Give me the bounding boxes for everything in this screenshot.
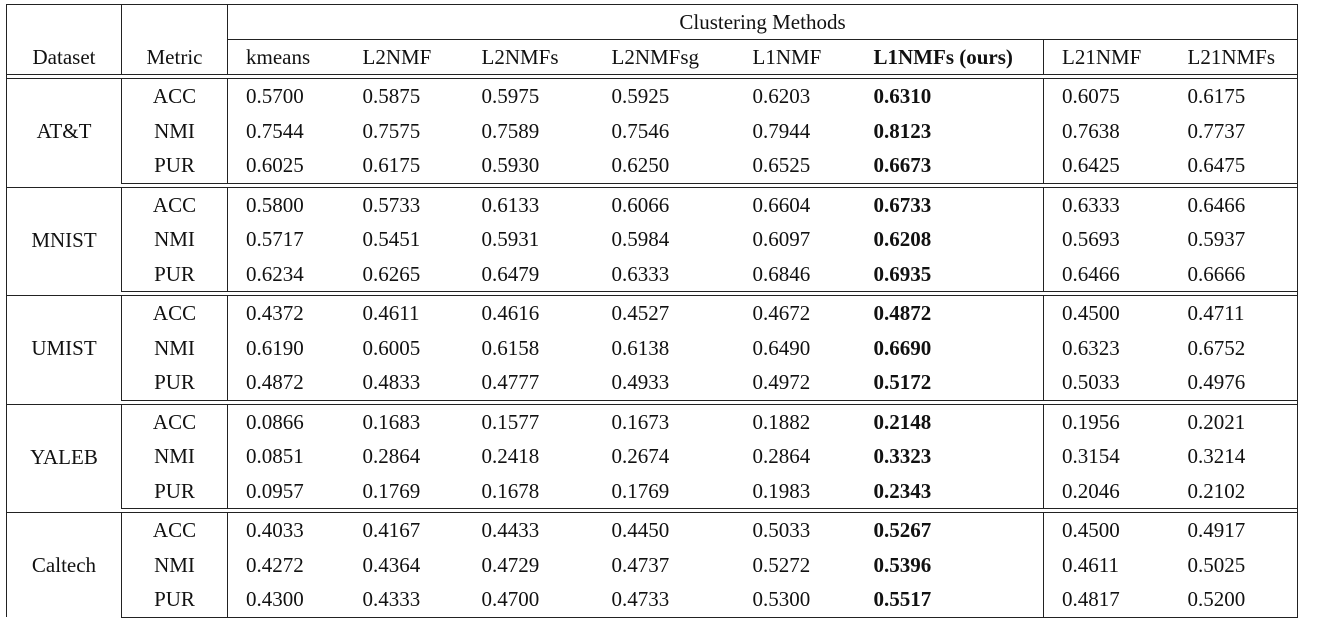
value-cell: 0.6005 bbox=[362, 335, 421, 360]
value-cell: 0.0851 bbox=[246, 444, 304, 469]
value-cell: 0.4972 bbox=[735, 365, 856, 400]
metric-cell: PUR bbox=[122, 148, 228, 183]
value-cell: 0.6666 bbox=[1170, 257, 1298, 292]
table-row bbox=[7, 148, 1298, 183]
value-cell: 0.7737 bbox=[1170, 114, 1298, 149]
value-cell: 0.7589 bbox=[481, 118, 540, 143]
value-cell: 0.6234 bbox=[228, 257, 345, 292]
value-cell: 0.4272 bbox=[246, 552, 304, 577]
value-cell: 0.4733 bbox=[594, 582, 735, 617]
table-row bbox=[7, 222, 1298, 257]
metric-cell: NMI bbox=[122, 222, 228, 257]
value-cell: 0.8123 bbox=[856, 114, 1044, 149]
value-cell: 0.4711 bbox=[1170, 296, 1298, 331]
header-row-methods bbox=[7, 40, 1298, 75]
value-cell: 0.2864 bbox=[752, 444, 811, 469]
value-cell: 0.5396 bbox=[856, 548, 1044, 583]
method-header-1: L2NMF bbox=[345, 40, 464, 75]
table-row bbox=[7, 187, 1298, 222]
metric-cell: NMI bbox=[122, 331, 228, 366]
value-cell: 0.1678 bbox=[464, 474, 594, 509]
metric-cell: PUR bbox=[122, 474, 228, 509]
metric-cell: NMI bbox=[122, 439, 228, 474]
table-row bbox=[7, 257, 1298, 292]
value-cell: 0.1577 bbox=[464, 404, 594, 439]
value-cell: 0.4672 bbox=[735, 296, 856, 331]
value-cell: 0.4364 bbox=[362, 552, 421, 577]
value-cell: 0.3154 bbox=[1062, 444, 1120, 469]
value-cell: 0.6323 bbox=[1062, 335, 1120, 360]
value-cell: 0.4917 bbox=[1170, 513, 1298, 548]
value-cell: 0.4611 bbox=[1062, 552, 1119, 577]
metric-cell: NMI bbox=[122, 548, 228, 583]
value-cell: 0.7544 bbox=[246, 118, 304, 143]
value-cell: 0.6733 bbox=[856, 187, 1044, 222]
header-row-top bbox=[7, 5, 1298, 40]
value-cell: 0.2148 bbox=[856, 404, 1044, 439]
value-cell: 0.6208 bbox=[856, 222, 1044, 257]
value-cell: 0.4729 bbox=[481, 552, 540, 577]
value-cell: 0.6690 bbox=[856, 331, 1044, 366]
value-cell: 0.4700 bbox=[464, 582, 594, 617]
table-row bbox=[7, 114, 1298, 149]
method-header-6: L21NMF bbox=[1044, 40, 1170, 75]
value-cell: 0.6203 bbox=[735, 79, 856, 114]
value-cell: 0.6425 bbox=[1044, 148, 1170, 183]
value-cell: 0.6158 bbox=[481, 335, 540, 360]
value-cell: 0.5267 bbox=[856, 513, 1044, 548]
value-cell: 0.6604 bbox=[735, 187, 856, 222]
value-cell: 0.7546 bbox=[611, 118, 670, 143]
method-header-7: L21NMFs bbox=[1170, 40, 1298, 75]
value-cell: 0.4033 bbox=[228, 513, 345, 548]
value-cell: 0.1956 bbox=[1044, 404, 1170, 439]
value-cell: 0.6475 bbox=[1170, 148, 1298, 183]
value-cell: 0.3323 bbox=[856, 439, 1044, 474]
value-cell: 0.6066 bbox=[594, 187, 735, 222]
value-cell: 0.4737 bbox=[611, 552, 670, 577]
value-cell: 0.4817 bbox=[1044, 582, 1170, 617]
value-cell: 0.5717 bbox=[246, 227, 304, 252]
value-cell: 0.6466 bbox=[1170, 187, 1298, 222]
value-cell: 0.1673 bbox=[594, 404, 735, 439]
metric-cell: PUR bbox=[122, 257, 228, 292]
value-cell: 0.5800 bbox=[228, 187, 345, 222]
value-cell: 0.4527 bbox=[594, 296, 735, 331]
value-cell: 0.5025 bbox=[1170, 548, 1298, 583]
value-cell: 0.6525 bbox=[735, 148, 856, 183]
table-row bbox=[7, 439, 1298, 474]
value-cell: 0.4500 bbox=[1044, 296, 1170, 331]
value-cell: 0.4500 bbox=[1044, 513, 1170, 548]
value-cell: 0.4616 bbox=[464, 296, 594, 331]
value-cell: 0.6935 bbox=[856, 257, 1044, 292]
method-header-4: L1NMF bbox=[735, 40, 856, 75]
value-cell: 0.3214 bbox=[1170, 439, 1298, 474]
value-cell: 0.2674 bbox=[611, 444, 670, 469]
value-cell: 0.1882 bbox=[735, 404, 856, 439]
value-cell: 0.0957 bbox=[228, 474, 345, 509]
value-cell: 0.6175 bbox=[345, 148, 464, 183]
value-cell: 0.2102 bbox=[1170, 474, 1298, 509]
value-cell: 0.6175 bbox=[1170, 79, 1298, 114]
metric-cell: ACC bbox=[122, 187, 228, 222]
value-cell: 0.5975 bbox=[464, 79, 594, 114]
value-cell: 0.4976 bbox=[1170, 365, 1298, 400]
value-cell: 0.5925 bbox=[594, 79, 735, 114]
value-cell: 0.6846 bbox=[735, 257, 856, 292]
value-cell: 0.6673 bbox=[856, 148, 1044, 183]
value-cell: 0.5451 bbox=[362, 227, 421, 252]
dataset-cell: AT&T bbox=[7, 79, 122, 184]
value-cell: 0.6075 bbox=[1044, 79, 1170, 114]
value-cell: 0.2343 bbox=[856, 474, 1044, 509]
value-cell: 0.6310 bbox=[856, 79, 1044, 114]
value-cell: 0.6097 bbox=[752, 227, 811, 252]
clustering-results-table bbox=[6, 4, 1298, 618]
value-cell: 0.1683 bbox=[345, 404, 464, 439]
metric-cell: ACC bbox=[122, 79, 228, 114]
metric-header: Metric bbox=[122, 40, 228, 75]
value-cell: 0.4450 bbox=[594, 513, 735, 548]
value-cell: 0.2418 bbox=[481, 444, 540, 469]
value-cell: 0.7944 bbox=[752, 118, 811, 143]
metric-cell: PUR bbox=[122, 582, 228, 617]
value-cell: 0.4167 bbox=[345, 513, 464, 548]
dataset-cell: YALEB bbox=[7, 404, 122, 509]
value-cell: 0.5693 bbox=[1062, 227, 1120, 252]
value-cell: 0.2021 bbox=[1170, 404, 1298, 439]
dataset-cell: MNIST bbox=[7, 187, 122, 292]
value-cell: 0.7638 bbox=[1062, 118, 1120, 143]
value-cell: 0.4372 bbox=[228, 296, 345, 331]
dataset-header: Dataset bbox=[7, 40, 122, 75]
table-row bbox=[7, 331, 1298, 366]
value-cell: 0.6752 bbox=[1170, 331, 1298, 366]
value-cell: 0.1769 bbox=[345, 474, 464, 509]
value-cell: 0.5984 bbox=[611, 227, 670, 252]
metric-cell: ACC bbox=[122, 404, 228, 439]
method-header-3: L2NMFsg bbox=[594, 40, 735, 75]
value-cell: 0.4933 bbox=[594, 365, 735, 400]
value-cell: 0.5930 bbox=[464, 148, 594, 183]
dataset-cell: UMIST bbox=[7, 296, 122, 401]
value-cell: 0.6466 bbox=[1044, 257, 1170, 292]
value-cell: 0.5931 bbox=[481, 227, 540, 252]
table-row bbox=[7, 404, 1298, 439]
value-cell: 0.6138 bbox=[611, 335, 670, 360]
table-row bbox=[7, 548, 1298, 583]
table-row bbox=[7, 513, 1298, 548]
value-cell: 0.5033 bbox=[735, 513, 856, 548]
method-header-5: L1NMFs (ours) bbox=[856, 40, 1044, 75]
value-cell: 0.6265 bbox=[345, 257, 464, 292]
value-cell: 0.7575 bbox=[362, 118, 421, 143]
value-cell: 0.5172 bbox=[856, 365, 1044, 400]
value-cell: 0.6190 bbox=[246, 335, 304, 360]
value-cell: 0.4872 bbox=[856, 296, 1044, 331]
table-row bbox=[7, 582, 1298, 617]
value-cell: 0.4300 bbox=[228, 582, 345, 617]
value-cell: 0.5875 bbox=[345, 79, 464, 114]
value-cell: 0.1983 bbox=[735, 474, 856, 509]
dataset-cell: Caltech bbox=[7, 513, 122, 618]
value-cell: 0.6133 bbox=[464, 187, 594, 222]
metric-cell: PUR bbox=[122, 365, 228, 400]
value-cell: 0.6490 bbox=[752, 335, 811, 360]
value-cell: 0.6250 bbox=[594, 148, 735, 183]
value-cell: 0.5300 bbox=[735, 582, 856, 617]
value-cell: 0.4777 bbox=[464, 365, 594, 400]
value-cell: 0.4833 bbox=[345, 365, 464, 400]
value-cell: 0.2046 bbox=[1044, 474, 1170, 509]
value-cell: 0.5200 bbox=[1170, 582, 1298, 617]
value-cell: 0.5700 bbox=[228, 79, 345, 114]
value-cell: 0.4433 bbox=[464, 513, 594, 548]
metric-cell: NMI bbox=[122, 114, 228, 149]
metric-cell: ACC bbox=[122, 296, 228, 331]
metric-cell: ACC bbox=[122, 513, 228, 548]
table-row bbox=[7, 79, 1298, 114]
value-cell: 0.2864 bbox=[362, 444, 421, 469]
value-cell: 0.5733 bbox=[345, 187, 464, 222]
table-row bbox=[7, 296, 1298, 331]
value-cell: 0.6333 bbox=[1044, 187, 1170, 222]
value-cell: 0.4333 bbox=[345, 582, 464, 617]
value-cell: 0.6333 bbox=[594, 257, 735, 292]
value-cell: 0.5517 bbox=[856, 582, 1044, 617]
table-row bbox=[7, 474, 1298, 509]
value-cell: 0.6025 bbox=[228, 148, 345, 183]
value-cell: 0.4872 bbox=[228, 365, 345, 400]
table-row bbox=[7, 365, 1298, 400]
method-header-0: kmeans bbox=[228, 40, 345, 75]
value-cell: 0.6479 bbox=[464, 257, 594, 292]
results-table-container bbox=[6, 4, 1298, 618]
value-cell: 0.5033 bbox=[1044, 365, 1170, 400]
method-header-2: L2NMFs bbox=[464, 40, 594, 75]
value-cell: 0.4611 bbox=[345, 296, 464, 331]
table-body bbox=[7, 75, 1298, 618]
value-cell: 0.5272 bbox=[752, 552, 811, 577]
value-cell: 0.0866 bbox=[228, 404, 345, 439]
value-cell: 0.1769 bbox=[594, 474, 735, 509]
value-cell: 0.5937 bbox=[1170, 222, 1298, 257]
group-title: Clustering Methods bbox=[228, 5, 1298, 40]
